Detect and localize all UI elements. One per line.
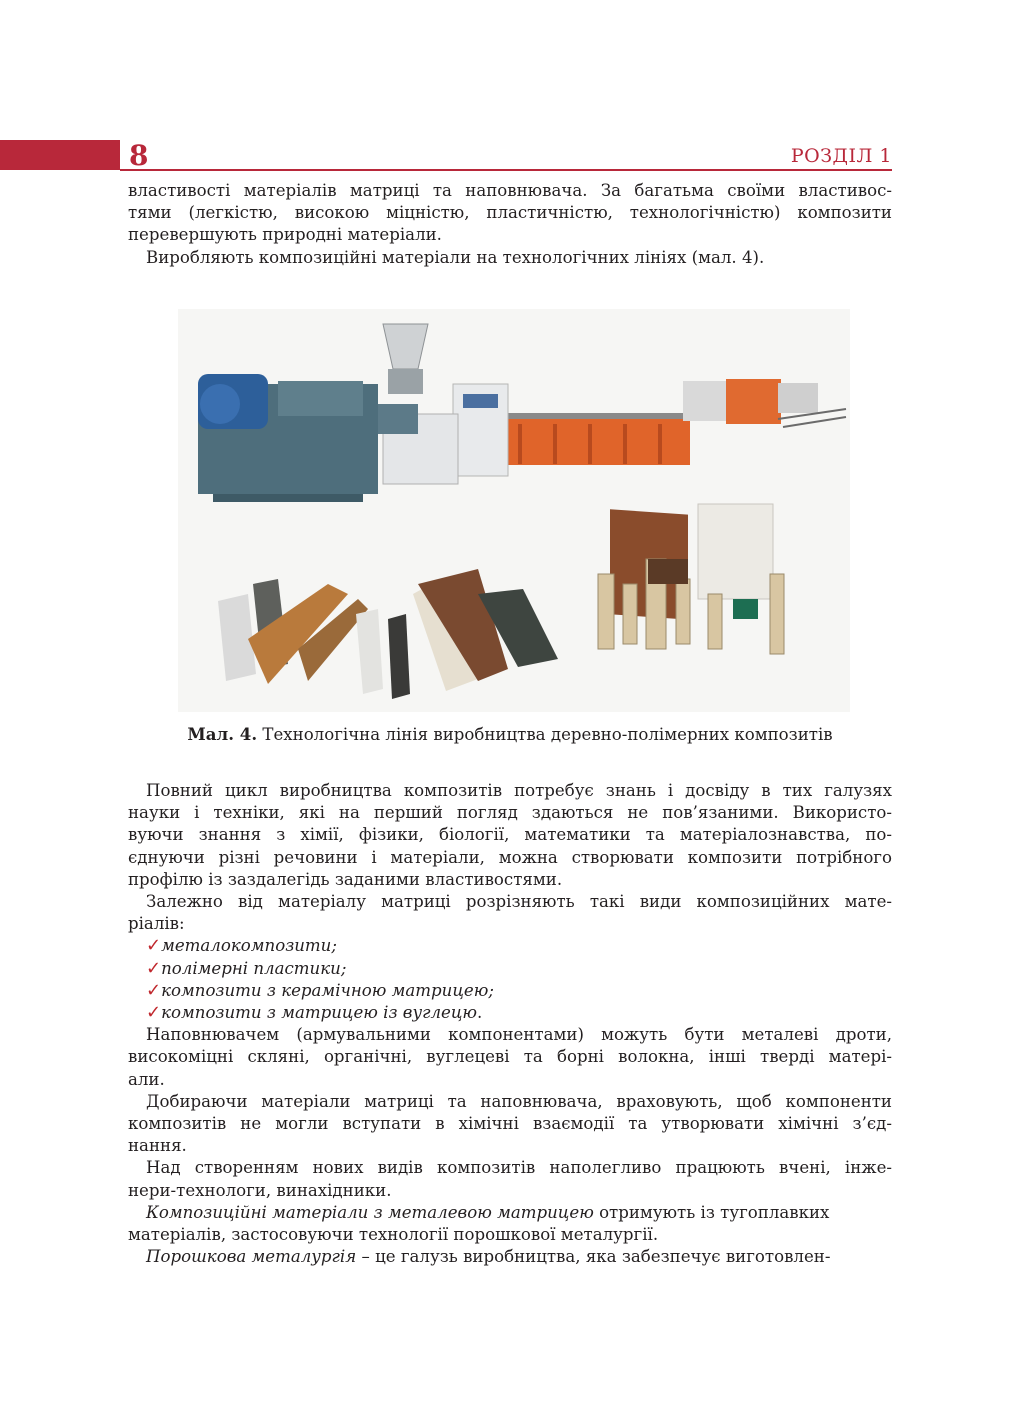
check-icon: ✓ (146, 979, 162, 1001)
body-text (128, 780, 892, 1268)
list-item (128, 935, 892, 957)
list-item (128, 1002, 892, 1024)
text-line: ріалів: (128, 914, 185, 934)
text-line (128, 1246, 892, 1268)
text-line: профілю із заздалегідь заданими властивостями. (128, 869, 563, 889)
list-item-text: полімерні пластики; (161, 958, 347, 978)
figure-caption (128, 724, 892, 744)
text-line: Наповнювачем (армувальними компонентами) можуть бути металеві дроти, (146, 1025, 892, 1045)
check-icon: ✓ (146, 935, 162, 957)
production-line-figure (178, 309, 850, 712)
list-item (128, 980, 892, 1002)
text-fragment: отримують із тугоплавких (593, 1202, 830, 1222)
text-line: вуючи знання з хімії, фізики, біології, математики та матеріалознавства, по- (128, 825, 892, 845)
section-title: РОЗДІЛ 1 (790, 145, 892, 167)
caption-text: Технологічна лінія виробництва деревно-полімерних композитів (257, 725, 833, 744)
text-line: Добираючи матеріали матриці та наповнювача, враховують, щоб компоненти (146, 1091, 892, 1111)
header-accent-bar (0, 140, 120, 170)
text-line: Над створенням нових видів композитів наполегливо працюють вчені, інже- (146, 1158, 892, 1178)
check-icon: ✓ (146, 957, 162, 979)
text-line: перевершують природні матеріали. (128, 225, 442, 245)
list-item (128, 958, 892, 980)
text-line: тями (легкістю, високою міцністю, пластичністю, технологічністю) композити (128, 203, 892, 223)
italic-term: Порошкова металургія (146, 1247, 357, 1267)
page-number: 8 (129, 139, 149, 172)
list-item-text: композити з матрицею із вуглецю (161, 1003, 478, 1023)
text-line: матеріалів, застосовуючи технології порошкової металургії. (128, 1225, 659, 1245)
check-icon: ✓ (146, 1002, 162, 1024)
text-line: нання. (128, 1136, 187, 1156)
text-line: властивості матеріалів матриці та наповнювача. За багатьма своїми властивос- (128, 181, 892, 200)
caption-label: Мал. 4. (187, 724, 258, 744)
text-line: Виробляють композиційні матеріали на технологічних лініях (мал. 4). (146, 247, 765, 267)
text-line: Повний цикл виробництва композитів потребує знань і досвіду в тих галузях (146, 781, 892, 800)
text-line (128, 1202, 892, 1224)
text-line: али. (128, 1069, 165, 1089)
text-fragment: – це галузь виробництва, яка забезпечує виготовлен- (356, 1247, 831, 1267)
text-line: нери-технологи, винахідники. (128, 1180, 392, 1200)
list-item-text: металокомпозити; (161, 936, 337, 956)
italic-term: Композиційні матеріали з металевою матрицею (146, 1202, 594, 1222)
list-item-text: композити з керамічною матрицею; (161, 980, 494, 1000)
intro-paragraph (128, 180, 892, 269)
text-line: високоміцні скляні, органічні, вуглецеві та борні волокна, інші тверді матері- (128, 1047, 892, 1067)
text-line: композитів не могли вступати в хімічні взаємодії та утворювати хімічні з’єд- (128, 1114, 892, 1134)
text-line: науки і техніки, які на перший погляд здаються не пов’язаними. Використо- (128, 803, 892, 823)
text-line: єднуючи різні речовини і матеріали, можна створювати композити потрібного (128, 847, 892, 867)
header-rule (120, 169, 892, 171)
text-line: Залежно від матеріалу матриці розрізняють такі види композиційних мате- (146, 892, 892, 912)
list-item-suffix: . (477, 1003, 483, 1023)
